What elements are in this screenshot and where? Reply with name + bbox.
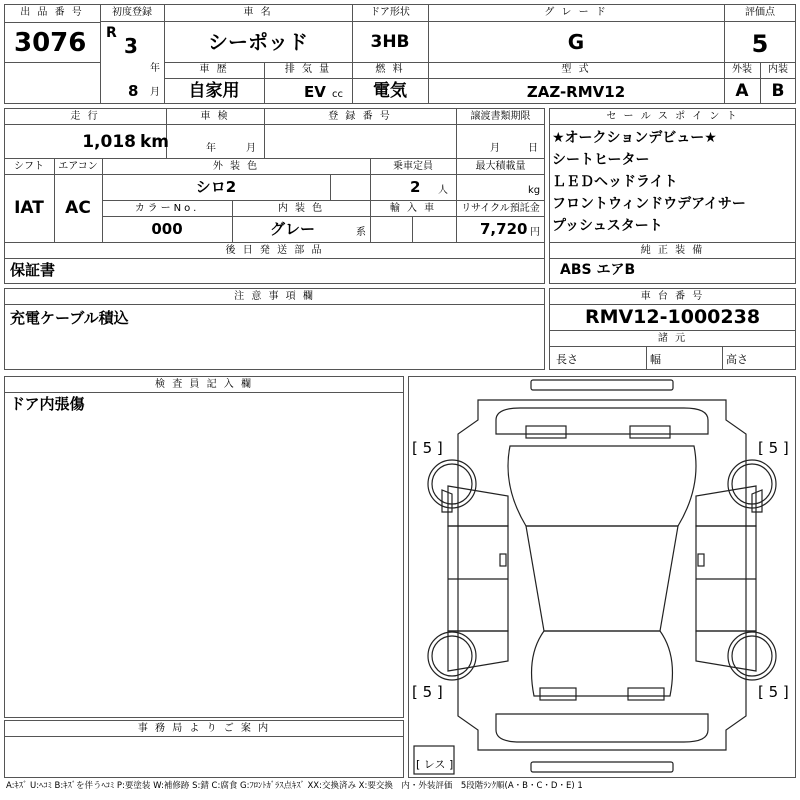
rule <box>646 346 647 370</box>
notes-label: 注 意 事 項 欄 <box>234 291 315 302</box>
rule <box>549 258 796 259</box>
height-label: 高さ <box>726 353 748 366</box>
mileage-label: 走 行 <box>70 111 100 122</box>
rear-bumper <box>531 762 673 772</box>
interior-grade: B <box>771 81 785 101</box>
ext-color: シロ2 <box>195 178 237 196</box>
rule <box>549 242 796 243</box>
era: R <box>106 25 117 41</box>
color-no-label: カラーNo. <box>134 203 200 214</box>
model: ZAZ-RMV12 <box>526 83 626 101</box>
door-type: 3HB <box>370 32 410 52</box>
legend: A:ｷｽﾞ U:ﾍｺﾐ B:ｷｽﾞを伴うﾍｺﾐ P:要塗装 W:補修跡 S:錆 C:腐食 G:ﾌﾛﾝﾄｶﾞﾗｽ点ｷｽﾞ XX:交換済み X:要交換 内・外装評価 5段階ﾗﾝｸ順(A・B・C・D・E) 1 <box>6 781 583 791</box>
notes-text: 充電ケーブル積込 <box>10 309 129 327</box>
capacity-unit: 人 <box>438 185 448 196</box>
rear-window <box>532 631 673 696</box>
rule <box>102 200 545 201</box>
color-no: 000 <box>151 220 183 238</box>
bonnet <box>496 408 708 434</box>
transfer-month-unit: 月 <box>490 143 500 154</box>
inspector-label: 検 査 員 記 入 欄 <box>155 379 253 390</box>
rule <box>722 346 723 370</box>
rule <box>4 174 545 175</box>
score: 5 <box>751 30 769 58</box>
sales-point: ＬＥＤヘッドライト <box>552 174 678 190</box>
mileage: 1,018 <box>82 132 136 152</box>
recycle-fee: 7,720 <box>480 220 528 238</box>
rear-hatch <box>496 714 708 742</box>
taillight-right <box>628 688 664 700</box>
import-label: 輸 入 車 <box>389 203 437 214</box>
rule <box>4 158 545 159</box>
max-load-label: 最大積載量 <box>475 161 526 172</box>
chassis-number: RMV12-1000238 <box>584 306 761 328</box>
rule <box>164 62 796 63</box>
grade: G <box>567 30 585 54</box>
left-mirror <box>442 490 452 512</box>
rule <box>4 242 545 243</box>
tire-grade-rear-left: [ 5 ] <box>412 683 443 701</box>
capacity: 2 <box>410 178 421 196</box>
shift: IAT <box>14 198 44 218</box>
lot-number: 3076 <box>14 28 87 58</box>
fuel-label: 燃 料 <box>375 64 405 75</box>
sales-point: ★オークションデビュー★ <box>552 130 717 146</box>
sales-points-label: セ ー ル ス ポ イ ン ト <box>606 111 739 122</box>
left-front-fender <box>448 486 508 526</box>
rule <box>4 258 545 259</box>
headlight-left <box>526 426 566 438</box>
dims-label: 諸 元 <box>657 333 688 344</box>
windshield <box>508 446 696 526</box>
body-outline <box>458 400 746 750</box>
transfer-day-unit: 日 <box>528 143 538 154</box>
rule <box>4 124 545 125</box>
later-parts-label: 後 日 発 送 部 品 <box>225 245 324 256</box>
tire-rear-left <box>428 632 476 680</box>
reg-month-unit: 月 <box>150 87 160 98</box>
history: 自家用 <box>188 81 240 101</box>
transfer-label: 譲渡書類期限 <box>470 111 531 122</box>
registration-label: 登 録 番 号 <box>328 111 392 122</box>
headlight-right <box>630 426 670 438</box>
inspection-month-unit: 月 <box>246 143 256 154</box>
rule <box>549 304 796 305</box>
rule <box>4 22 100 23</box>
tire-grade-rear-right: [ 5 ] <box>758 683 789 701</box>
rule <box>549 330 796 331</box>
int-color-label: 内 装 色 <box>277 203 325 214</box>
displacement: EV <box>304 83 326 101</box>
rule <box>102 216 545 217</box>
first-reg-label: 初度登録 <box>112 7 152 18</box>
office-label: 事 務 局 よ り ご 案 内 <box>137 723 271 734</box>
rule <box>4 62 100 63</box>
tire-grade-front-left: [ 5 ] <box>412 439 443 457</box>
rule <box>412 216 413 242</box>
displacement-label: 排 気 量 <box>284 64 332 75</box>
rule <box>4 736 404 737</box>
mileage-unit: km <box>140 132 170 152</box>
car-name: シーポッド <box>208 30 308 54</box>
exterior-label: 外装 <box>732 64 752 75</box>
taillight-left <box>540 688 576 700</box>
car-name-label: 車 名 <box>243 7 273 18</box>
recycle-label: リサイクル預託金 <box>461 203 540 214</box>
right-mirror <box>752 490 762 512</box>
model-label: 型 式 <box>561 64 591 75</box>
rule <box>549 346 796 347</box>
later-parts: 保証書 <box>10 261 56 279</box>
lot-label: 出 品 番 号 <box>20 7 84 18</box>
rule <box>549 124 796 125</box>
int-color: グレー <box>270 220 316 238</box>
score-label: 評価点 <box>745 7 775 18</box>
inspection-year-unit: 年 <box>206 143 216 154</box>
chassis-label: 車 台 番 号 <box>640 291 705 302</box>
sales-point: フロントウィンドウデアイサー <box>552 196 746 212</box>
length-label: 長さ <box>556 353 578 366</box>
max-load-unit: kg <box>528 185 541 196</box>
reg-year: 3 <box>124 34 138 58</box>
inspector-text: ドア内張傷 <box>10 395 85 413</box>
door-label: ドア形状 <box>370 7 410 18</box>
left-door-handle <box>500 554 506 566</box>
reg-month: 8 <box>128 82 139 100</box>
equipment: ABS エアB <box>560 262 636 278</box>
capacity-label: 乗車定員 <box>393 161 433 172</box>
front-bumper <box>531 380 673 390</box>
fuel: 電気 <box>373 81 407 101</box>
ext-color-label: 外 装 色 <box>212 161 260 172</box>
reg-year-unit: 年 <box>150 63 160 74</box>
shift-label: シフト <box>14 161 44 172</box>
right-front-fender <box>696 486 756 526</box>
sales-point: プッシュスタート <box>552 218 663 234</box>
width-label: 幅 <box>650 353 661 366</box>
inspection-label: 車 検 <box>200 111 230 122</box>
rule <box>330 174 331 200</box>
equipment-label: 純 正 装 備 <box>640 245 705 256</box>
exterior-grade: A <box>735 81 749 101</box>
aircon-label: エアコン <box>58 161 98 172</box>
right-door-handle <box>698 554 704 566</box>
rule <box>164 78 796 79</box>
rule <box>4 392 404 393</box>
rule <box>100 21 796 22</box>
inspector-block <box>4 376 404 718</box>
spare-tire-status: [ レス ] <box>416 758 454 771</box>
aircon: AC <box>65 198 91 218</box>
roof <box>526 526 678 631</box>
tire-rear-right <box>728 632 776 680</box>
interior-label: 内装 <box>768 64 788 75</box>
rule <box>100 4 101 104</box>
sales-point: シートヒーター <box>552 152 650 168</box>
car-diagram <box>408 376 796 778</box>
rule <box>4 304 545 305</box>
int-color-unit: 系 <box>356 227 366 238</box>
displacement-unit: cc <box>332 89 343 100</box>
grade-label: グ レ ー ド <box>544 7 608 18</box>
history-label: 車 歴 <box>199 64 229 75</box>
recycle-unit: 円 <box>530 227 540 238</box>
tire-grade-front-right: [ 5 ] <box>758 439 789 457</box>
